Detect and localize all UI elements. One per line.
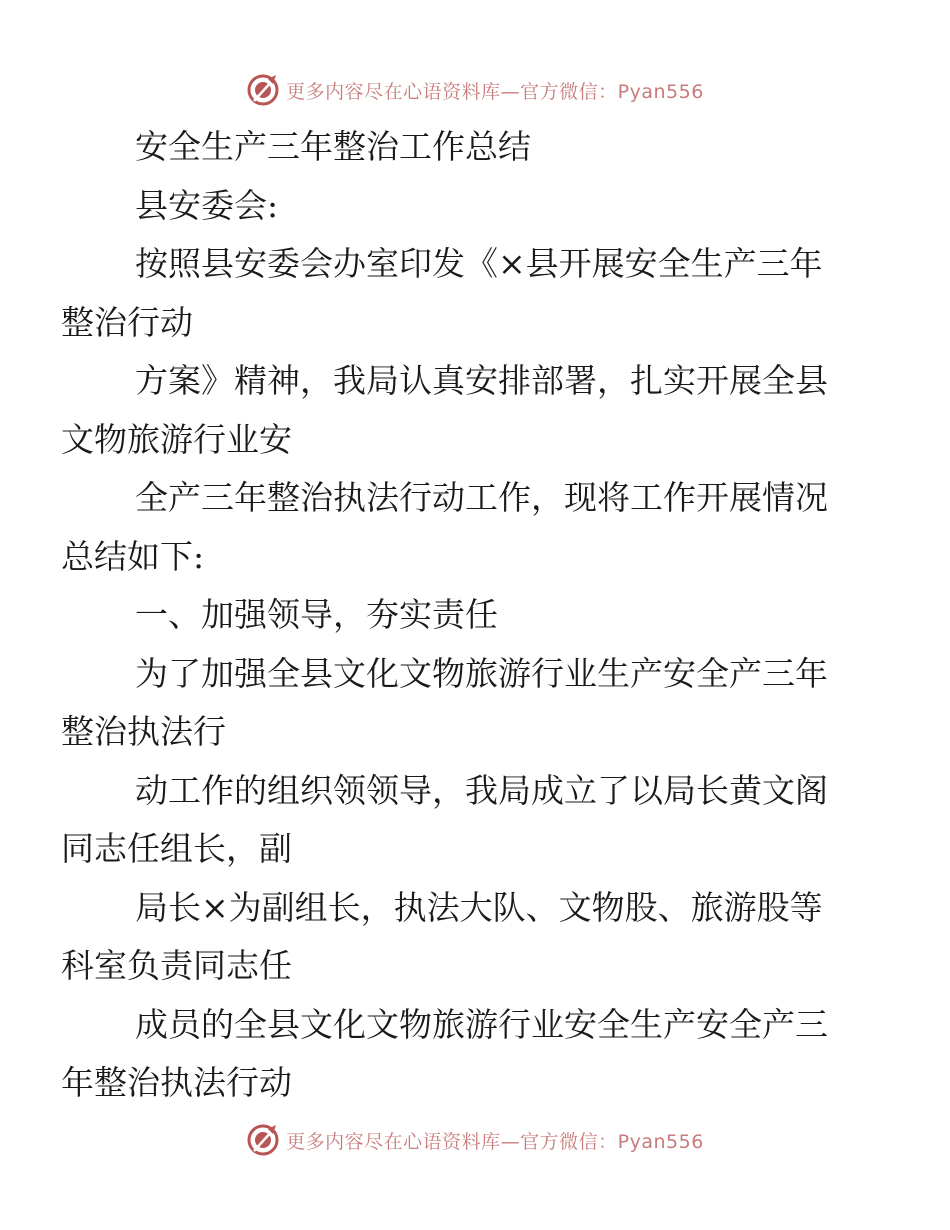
paragraph-6 bbox=[61, 879, 858, 996]
doc-title bbox=[98, 118, 858, 177]
line-3: 按照县安委会办室印发《×县开展安全生产三年 bbox=[135, 244, 823, 283]
line-17: 年整治执法行动 bbox=[61, 1063, 292, 1102]
line-10: 为了加强全县文化文物旅游行业生产安全产三年 bbox=[135, 653, 828, 693]
footer-watermark bbox=[0, 1120, 950, 1160]
line-1: 安全生产三年整治工作总结 bbox=[135, 127, 531, 166]
line-5: 方案》精神，我局认真安排部署，扎实开展全县 bbox=[135, 361, 828, 400]
document-seal-icon bbox=[246, 73, 280, 107]
line-14: 局长×为副组长，执法大队、文物股、旅游股等 bbox=[135, 887, 823, 927]
doc-addressee bbox=[98, 177, 858, 236]
document-seal-icon bbox=[246, 1123, 280, 1157]
line-11: 整治执法行 bbox=[61, 712, 226, 751]
line-4: 整治行动 bbox=[61, 302, 193, 342]
line-8: 总结如下: bbox=[61, 536, 205, 576]
line-9: 一、加强领导，夯实责任 bbox=[135, 595, 498, 634]
header-watermark-inner bbox=[246, 73, 704, 107]
paragraph-5 bbox=[61, 762, 858, 879]
section-heading-1 bbox=[98, 586, 858, 645]
paragraph-3 bbox=[61, 469, 858, 586]
line-15: 科室负责同志任 bbox=[61, 946, 292, 985]
paragraph-1 bbox=[61, 235, 858, 352]
line-6: 文物旅游行业安 bbox=[61, 419, 292, 459]
header-watermark bbox=[0, 70, 950, 110]
paragraph-4 bbox=[61, 645, 858, 762]
header-watermark-text: 更多内容尽在心语资料库—官方微信：Pyan556 bbox=[286, 80, 704, 103]
footer-watermark-inner bbox=[246, 1123, 704, 1157]
footer-watermark-text: 更多内容尽在心语资料库—官方微信：Pyan556 bbox=[286, 1130, 704, 1153]
line-7: 全产三年整治执法行动工作，现将工作开展情况 bbox=[135, 478, 828, 517]
line-16: 成员的全县文化文物旅游行业安全生产安全产三 bbox=[135, 1004, 828, 1044]
paragraph-7 bbox=[61, 996, 858, 1113]
line-2: 县安委会: bbox=[135, 185, 279, 225]
line-13: 同志任组长，副 bbox=[61, 829, 292, 868]
document-body bbox=[61, 118, 858, 1113]
line-12: 动工作的组织领领导，我局成立了以局长黄文阁 bbox=[135, 770, 828, 810]
paragraph-2 bbox=[61, 352, 858, 469]
